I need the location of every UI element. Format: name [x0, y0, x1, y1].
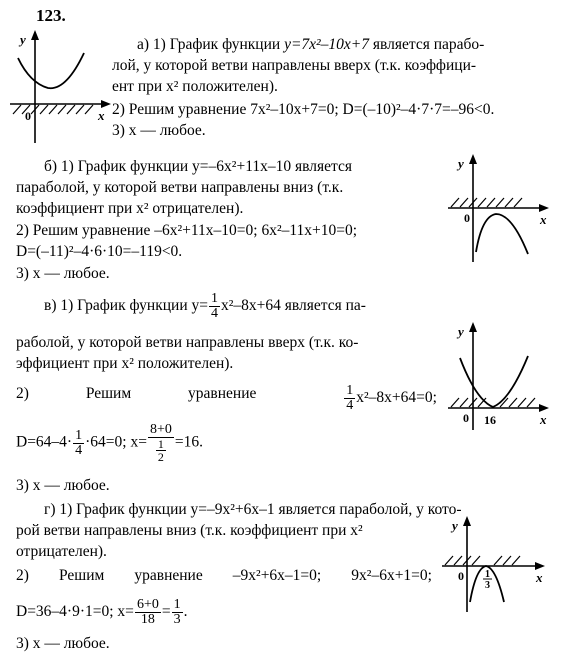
g-line2: рой ветви направлены вниз (т.к. коэффициент при x²	[16, 522, 363, 539]
v-l1-frac	[209, 292, 220, 321]
g-l5-frac2-num: 1	[173, 597, 181, 612]
v-l5-frac1-num: 1	[75, 427, 83, 443]
graph-b-downward-parabola	[446, 152, 556, 267]
v-l1-frac-den: 4	[210, 306, 218, 321]
a-item: а)	[137, 36, 150, 53]
v-l5-mid: ·64=0; x=	[85, 433, 147, 451]
v-l4-b: Решим	[85, 385, 132, 402]
g-l5-frac-den: 18	[140, 612, 155, 627]
a-l1-end: является парабо-	[372, 36, 485, 53]
b-line2: параболой, у которой ветви направлены вниз (т.к.	[16, 179, 344, 196]
v-line5	[16, 423, 203, 463]
g-line5	[16, 598, 187, 627]
v-l5-frac2	[148, 423, 174, 463]
v-l5-frac2-den-num: 1	[157, 437, 164, 451]
g-l4-b: Решим	[58, 567, 105, 584]
v-line4	[16, 384, 437, 413]
v-line1	[44, 292, 366, 321]
a-line1	[137, 35, 484, 54]
g-l5-frac	[135, 598, 161, 627]
g-l5-post: .	[183, 603, 188, 621]
graph-a-x-label: x	[98, 108, 105, 123]
v-l4-d: x²–8x+64=0;	[356, 389, 437, 407]
v-l4-eq	[343, 384, 437, 413]
g-l4-e: 9x²–6x+1=0;	[351, 567, 432, 584]
v-l4-c: уравнение	[188, 385, 257, 402]
graph-a-y-label: y	[20, 32, 26, 47]
graph-b-x-label: x	[540, 212, 547, 227]
b-line1: б) 1) График функции y=–6x²+11x–10 является	[44, 158, 352, 175]
v-l1-frac-num: 1	[210, 291, 218, 306]
graph-v-upward-parabola	[446, 320, 556, 435]
v-line2: раболой, у которой ветви направлены вверх (т.к. ко-	[16, 334, 359, 351]
g-l5-pre: D=36–4·9·1=0; x=	[16, 603, 134, 621]
g-line4	[16, 566, 432, 585]
g-line3: отрицателен).	[16, 543, 107, 560]
graph-v-tick: 16	[484, 413, 496, 427]
a-line4: 2) Решим уравнение 7x²–10x+7=0; D=(–10)²–4·7·7=–96<0.	[112, 101, 495, 118]
v-l1-post: x²–8x+64 является па-	[220, 297, 366, 315]
v-l4-frac-num: 1	[346, 383, 354, 398]
a-fn: y=7x²–10x+7	[284, 36, 370, 53]
graph-g-downward-parabola	[440, 514, 550, 614]
v-l1-pre: в) 1) График функции y=	[44, 297, 208, 315]
b-line5: D=(–11)²–4·6·10=–119<0.	[16, 243, 183, 260]
graph-v-y-label: y	[458, 324, 464, 339]
a-l1: 1) График функции	[152, 36, 281, 53]
graph-a-origin: 0	[25, 109, 31, 123]
g-l5-eq: =	[161, 603, 171, 621]
v-l5-frac1-den: 4	[75, 442, 83, 458]
b-line6: 3) x — любое.	[16, 265, 110, 282]
graph-g-tick-num: 1	[485, 569, 490, 580]
g-l4-a: 2)	[16, 567, 29, 584]
graph-a-upward-parabola	[8, 28, 113, 148]
b-line4: 2) Решим уравнение –6x²+11x–10=0; 6x²–11x+10=0;	[16, 222, 358, 239]
v-l4-a: 2)	[16, 385, 29, 402]
a-line3: ент при x² положителен).	[112, 78, 278, 95]
graph-g-origin: 0	[458, 569, 464, 583]
g-line1: г) 1) График функции y=–9x²+6x–1 является параболой, у кото-	[44, 501, 462, 518]
b-line3: коэффициент при x² отрицателен).	[16, 200, 244, 217]
v-l4-frac-den: 4	[346, 398, 354, 413]
v-l4-frac	[344, 384, 355, 413]
graph-g-tick-den: 3	[485, 580, 490, 591]
v-l5-frac1	[73, 429, 84, 458]
v-line6: 3) x — любое.	[16, 477, 110, 494]
v-l5-pre: D=64–4·	[16, 433, 73, 451]
g-l4-c: уравнение	[134, 567, 203, 584]
g-l5-frac2	[172, 598, 183, 627]
v-l5-frac2-num: 8+0	[149, 422, 172, 437]
a-line5: 3) x — любое.	[112, 122, 206, 139]
g-l5-frac2-den: 3	[173, 612, 181, 627]
v-l5-post: =16.	[174, 433, 203, 451]
v-l5-frac2-den-den: 2	[157, 450, 164, 464]
problem-number: 123.	[36, 6, 66, 25]
g-l4-d: –9x²+6x–1=0;	[232, 567, 322, 584]
v-line3: эффициент при x² положителен).	[16, 355, 234, 372]
g-l5-frac-num: 6+0	[136, 597, 159, 612]
graph-b-origin: 0	[464, 211, 470, 225]
g-line6: 3) x — любое.	[16, 635, 110, 652]
v-l5-frac2-den	[148, 438, 174, 463]
graph-b-y-label: y	[458, 156, 464, 171]
a-line2: лой, у которой ветви направлены вверх (т.к. коэффици-	[112, 57, 477, 74]
graph-g-x-label: x	[536, 570, 543, 585]
v-l5-frac2-den-frac	[156, 438, 166, 463]
graph-v-origin: 0	[463, 411, 469, 425]
graph-g-y-label: y	[452, 518, 458, 533]
graph-v-x-label: x	[540, 412, 547, 427]
